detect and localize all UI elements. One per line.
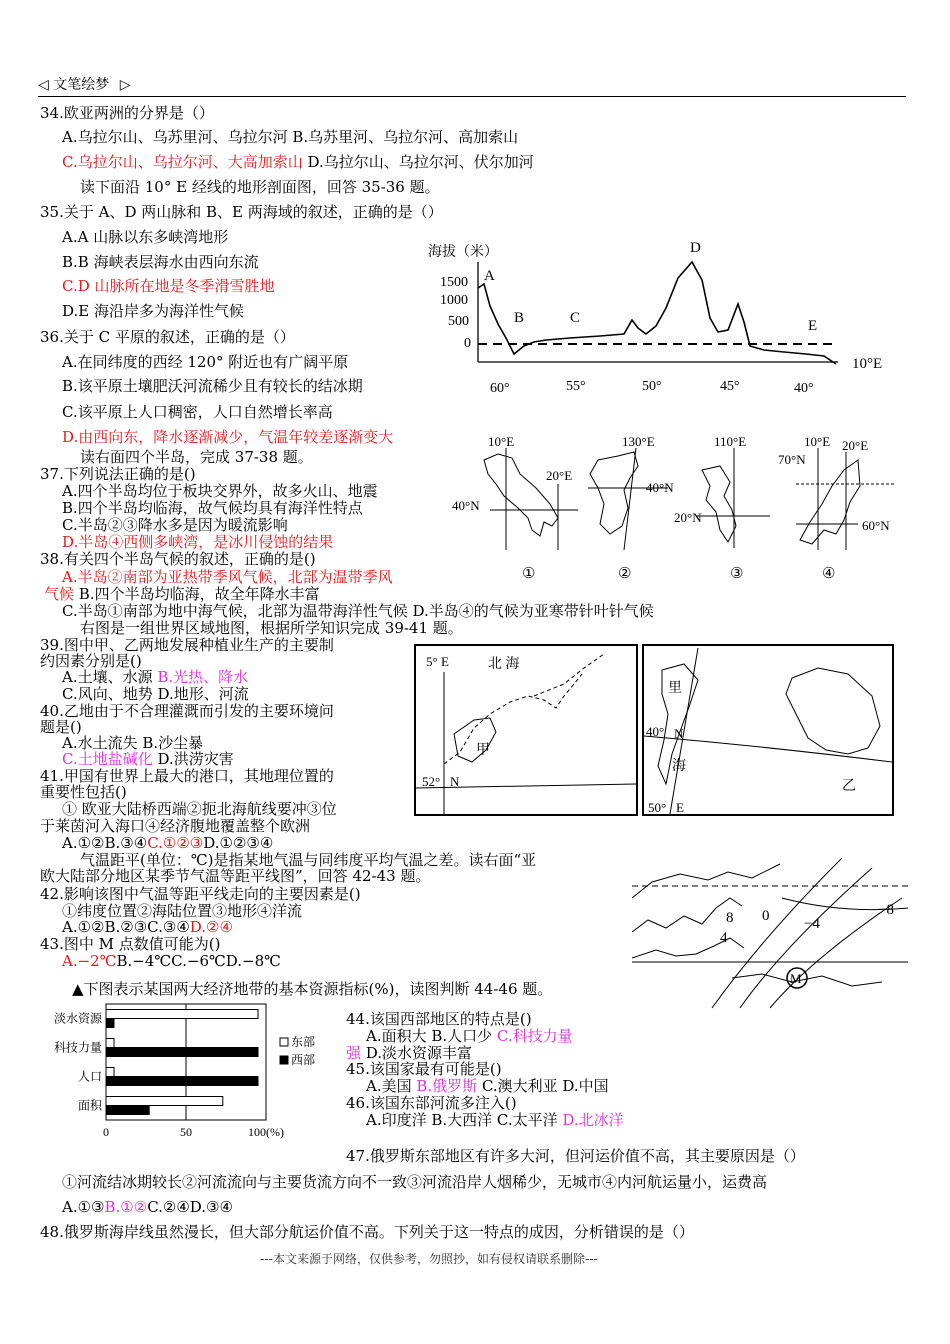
q39-answer: B.光热、降水: [157, 668, 249, 686]
bar-1-西部: [106, 1048, 258, 1057]
isotherm-intro-cont: 欧大陆部分地区某季节气温等距平线图”，回答 42-43 题。: [40, 867, 431, 885]
q36-answer: D.由西向东，降水逐渐减少，气温年较差逐渐变大: [62, 428, 394, 446]
q41-opt-d: D.①②③④: [203, 834, 274, 852]
q41-cont: 重要性包括(): [40, 783, 127, 801]
q45-opts: [366, 1077, 609, 1095]
q42-answer: D.②④: [189, 918, 233, 936]
terrain-profile-figure: [420, 236, 900, 400]
bar-2-西部: [106, 1077, 258, 1086]
q41-opt-ab: A.①②B.③④: [62, 834, 148, 852]
q47: 47.俄罗斯东部地区有许多大河，但河运价值不高，其主要原因是（）: [346, 1147, 805, 1165]
isotherm-label-8: 8: [726, 910, 734, 926]
profile-ytick-0: 0: [464, 336, 471, 351]
peninsula-4-lon-20e: 20°E: [842, 438, 869, 453]
chart-bars: [106, 1010, 258, 1115]
q45-opt-a: A.美国: [366, 1077, 417, 1095]
right-arrow-icon: ▷: [119, 77, 131, 93]
profile-label-d: D: [690, 240, 701, 256]
isotherm-intro: 气温距平(单位：℃)是指某地气温与同纬度平均气温之差。读右面“亚: [80, 851, 537, 869]
isotherm-point-m: M: [790, 971, 802, 986]
region-map-jia-parallel: [416, 784, 636, 788]
peninsula-3-lon-110e: 110°E: [714, 434, 747, 449]
x-tick-1: 50: [180, 1125, 192, 1139]
isotherm-line-4: [740, 868, 872, 1008]
q38-answer: A.半岛②南部为亚热带季风气候，北部为温带季风: [62, 568, 393, 586]
q40-opt-d: D.洪涝灾害: [152, 750, 234, 768]
q47-opt-cd: C.②④D.③④: [147, 1198, 233, 1216]
q41-items-cont: 于莱茵河入海口④经济腹地覆盖整个欧洲: [40, 817, 311, 835]
peninsula-1-map: [452, 434, 578, 582]
peninsula-3-coast: [702, 466, 736, 542]
q41-answer: C.①②③: [147, 834, 204, 852]
peninsula-1-lon-10e: 10°E: [488, 434, 515, 449]
peninsula-3-number: ③: [730, 566, 744, 582]
brand-name: 文笔绘梦: [53, 77, 110, 93]
q46: 46.该国东部河流多注入(): [346, 1094, 517, 1112]
region-map-jia-frame: [415, 645, 637, 815]
peninsula-1-coast: [484, 454, 558, 536]
q36-opt-a: A.在同纬度的西经 120° 附近也有广阔平原: [62, 353, 349, 371]
peninsula-1-lat-40n: 40°N: [452, 498, 480, 513]
region-map-yi-lake: [786, 668, 880, 754]
q43-answer: A.−2℃: [62, 952, 117, 970]
profile-label-b: B: [514, 310, 525, 326]
legend-swatch-1: [280, 1056, 288, 1064]
bar-0-东部: [106, 1010, 258, 1019]
region-map-jia-sea: 北 海: [488, 657, 520, 672]
legend-swatch-0: [280, 1038, 288, 1046]
left-arrow-icon: ◁: [38, 77, 49, 93]
q44-opt-d: D.淡水资源丰富: [361, 1044, 473, 1062]
q39-opt-a: A.土壤、水源: [62, 668, 158, 686]
q34-opt-cd: [62, 153, 534, 171]
q42-items: ①纬度位置②海陆位置③地形④洋流: [62, 902, 303, 920]
profile-xtick-40: 40°: [794, 381, 814, 396]
bar-3-东部: [106, 1097, 223, 1106]
header-brand: [38, 74, 130, 94]
region-map-yi-label: 乙: [842, 779, 856, 794]
region-map-yi-lon: 50°: [648, 800, 667, 815]
chart-legend: [280, 1035, 315, 1067]
peninsula-4-number: ④: [822, 566, 836, 582]
peninsula-2-map: [588, 434, 674, 582]
q42-opts: [62, 918, 233, 936]
profile-xtick-60: 60°: [490, 381, 510, 396]
q44: 44.该国西部地区的特点是(): [346, 1010, 532, 1028]
q45-opt-cd: C.澳大利亚 D.中国: [477, 1077, 609, 1095]
q40: 40.乙地由于不合理灌溉而引发的主要环境问: [40, 702, 334, 720]
q35-answer: C.D 山脉所在地是冬季滑雪胜地: [62, 277, 275, 295]
chart-category-labels: [54, 1011, 103, 1113]
q46-opts: [366, 1111, 624, 1129]
isotherm-line-8: [712, 858, 842, 1008]
region-map-yi-li: 里: [668, 681, 682, 696]
q37: 37.下列说法正确的是(): [40, 465, 196, 483]
region-map-jia-lat: 52°: [422, 774, 441, 789]
region-map-jia-lon: 5° E: [426, 654, 449, 669]
region-map-yi-e: E: [676, 800, 684, 815]
q38-opt-b: [44, 585, 320, 603]
peninsula-4-lat-70n: 70°N: [778, 452, 806, 467]
q44-opts: [366, 1027, 573, 1045]
q37-opt-c: C.半岛②③降水多是因为暖流影响: [62, 516, 288, 534]
q35-opt-d: D.E 海沿岸多为海洋性气候: [62, 302, 244, 320]
peninsula-maps-figure: [448, 430, 904, 586]
isotherm-label-minus4: −4: [804, 916, 820, 932]
q47-opt-a: A.①③: [62, 1198, 105, 1216]
peninsula-4-map: [778, 434, 894, 582]
q46-opt-abc: A.印度洋 B.大西洋 C.太平洋: [366, 1111, 563, 1129]
q39-opt-cd: C.风向、地势 D.地形、河流: [62, 685, 249, 703]
profile-label-c: C: [570, 310, 581, 326]
isotherm-label-minus8: −8: [878, 902, 894, 918]
q43-opt-bcd: B.−4℃C.−6℃D.−8℃: [116, 952, 281, 970]
peninsula-4-lat-60n: 60°N: [862, 518, 890, 533]
profile-ylabel: 海拔（米）: [428, 245, 498, 260]
q41: 41.甲国有世界上最大的港口，其地理位置的: [40, 767, 334, 785]
q42-opt-abc: A.①②B.②③C.③④: [62, 918, 190, 936]
bar-3-西部: [106, 1106, 149, 1115]
q46-answer: D.北冰洋: [562, 1111, 624, 1129]
region-map-yi: [642, 644, 894, 816]
region-map-jia: [414, 644, 638, 816]
q40-cont: 题是(): [40, 718, 82, 736]
profile-intro: 读下面沿 10° E 经线的地形剖面图，回答 35-36 题。: [80, 178, 440, 196]
profile-label-e: E: [808, 318, 818, 334]
q41-items: ① 欧亚大陆桥西端②扼北海航线要冲③位: [62, 800, 337, 818]
region-map-jia-label: 甲: [476, 743, 490, 758]
q39: 39.图中甲、乙两地发展种植业生产的主要制: [40, 636, 334, 654]
q43: 43.图中 M 点数值可能为(): [40, 935, 221, 953]
region-map-yi-n: N: [674, 726, 684, 741]
q41-opts: [62, 834, 273, 852]
isotherm-label-4: 4: [720, 930, 728, 946]
legend-label-0: 东部: [291, 1035, 316, 1049]
x-tick-2: 100(%): [248, 1125, 284, 1139]
q40-opt-cd: [62, 750, 234, 768]
category-label-2: 人口: [77, 1069, 102, 1084]
bar-1-东部: [106, 1039, 114, 1048]
q47-answer: B.①②: [104, 1198, 148, 1216]
profile-ytick-1500: 1500: [440, 275, 468, 290]
isotherm-map-figure: [632, 858, 908, 1018]
q36-opt-b: B.该平原土壤肥沃河流稀少且有较长的结冰期: [62, 377, 363, 395]
isotherm-label-0: 0: [762, 908, 770, 924]
category-label-0: 淡水资源: [53, 1011, 102, 1026]
q34-answer: C.乌拉尔山、乌拉尔河、大高加索山: [62, 153, 303, 171]
region-map-yi-hai: 海: [672, 759, 686, 774]
profile-ytick-1000: 1000: [440, 293, 468, 308]
q35: 35.关于 A、D 两山脉和 B、E 两海域的叙述，正确的是（）: [40, 203, 443, 221]
category-label-3: 面积: [77, 1098, 102, 1113]
q38-opt-cd: C.半岛①南部为地中海气候，北部为温带海洋性气候 D.半岛④的气候为亚寒带针叶针气候: [62, 602, 654, 620]
q36-opt-c: C.该平原上人口稠密，人口自然增长率高: [62, 403, 333, 421]
q38-opt-b-text: B.四个半岛均临海，故全年降水丰富: [74, 585, 320, 603]
region-map-yi-lat: 40°: [646, 724, 665, 739]
q47-items: ①河流结冰期较长②河流流向与主要货流方向不一致③河流沿岸人烟稀少，无城市④内河航运量小，运费高: [62, 1173, 768, 1191]
q44-answer: C.科技力量: [496, 1027, 573, 1045]
peninsula-2-lon-130e: 130°E: [622, 434, 655, 449]
peninsula-4-coast: [800, 460, 860, 544]
q45-answer: B.俄罗斯: [416, 1077, 478, 1095]
q37-answer: D.半岛④西侧多峡湾，是冰川侵蚀的结果: [62, 533, 334, 551]
q35-opt-a: A.A 山脉以东多峡湾地形: [62, 228, 229, 246]
q48: 48.俄罗斯海岸线虽然漫长，但大部分航运价值不高。下列关于这一特点的成因，分析错误的是（）: [40, 1223, 694, 1241]
q44-opt-ab: A.面积大 B.人口少: [366, 1027, 497, 1045]
q44-answer-cont: 强: [346, 1044, 362, 1062]
profile-xtick-55: 55°: [566, 379, 586, 394]
profile-terrain-line: [478, 262, 836, 364]
q34-opt-d: D.乌拉尔山、乌拉尔河、伏尔加河: [302, 153, 534, 171]
legend-label-1: 西部: [291, 1053, 316, 1067]
q43-opts: [62, 952, 281, 970]
q38-answer-cont: 气候: [44, 585, 75, 603]
profile-xtick-50: 50°: [642, 379, 662, 394]
q45: 45.该国家最有可能是(): [346, 1060, 502, 1078]
bar-0-西部: [106, 1019, 114, 1028]
q34: 34.欧亚两洲的分界是（）: [40, 104, 214, 122]
region-map-jia-n: N: [450, 774, 460, 789]
chart-intro: ▲下图表示某国两大经济地带的基本资源指标(%)，读图判断 44-46 题。: [72, 980, 553, 998]
footer-note: ---本文来源于网络，仅供参考，勿照抄，如有侵权请联系删除---: [260, 1252, 598, 1266]
q47-opts: [62, 1198, 233, 1216]
peninsula-3-map: [674, 434, 770, 582]
header-rule: [38, 96, 906, 97]
profile-ytick-500: 500: [448, 314, 469, 329]
q37-opt-a: A.四个半岛均位于板块交界外，故多火山、地震: [62, 482, 378, 500]
profile-label-a: A: [484, 268, 495, 284]
q36: 36.关于 C 平原的叙述，正确的是（）: [40, 328, 295, 346]
peninsula-intro: 读右面四个半岛，完成 37-38 题。: [80, 448, 313, 466]
q35-opt-b: B.B 海峡表层海水由西向东流: [62, 253, 259, 271]
bar-2-东部: [106, 1068, 114, 1077]
q34-opt-ab: A.乌拉尔山、乌苏里河、乌拉尔河 B.乌苏里河、乌拉尔河、高加索山: [62, 128, 519, 146]
region-map-jia-border: [444, 654, 604, 764]
region-intro: 右图是一组世界区域地图，根据所学知识完成 39-41 题。: [80, 619, 463, 637]
q39-cont: 约因素分别是(): [40, 652, 142, 670]
q42: 42.影响该图中气温等距平线走向的主要因素是(): [40, 885, 361, 903]
q38: 38.有关四个半岛气候的叙述，正确的是(): [40, 550, 316, 568]
peninsula-3-lat-20n: 20°N: [674, 510, 702, 525]
q37-opt-b: B.四个半岛均临海，故气候均具有海洋性特点: [62, 499, 363, 517]
q40-opt-ab: A.水土流失 B.沙尘暴: [62, 734, 204, 752]
q39-opt-ab: [62, 668, 248, 686]
peninsula-1-number: ①: [522, 566, 536, 582]
peninsula-2-number: ②: [618, 566, 632, 582]
profile-xtick-45: 45°: [720, 379, 740, 394]
x-tick-0: 0: [103, 1125, 109, 1139]
peninsula-2-lat-40n: 40°N: [646, 480, 674, 495]
profile-meridian: 10°E: [852, 356, 883, 372]
isotherm-map-coast: [632, 864, 882, 986]
category-label-1: 科技力量: [53, 1040, 102, 1055]
q40-answer: C.土地盐碱化: [62, 750, 153, 768]
chart-tick-labels: [103, 1125, 284, 1139]
resource-bar-chart: [44, 1002, 344, 1144]
peninsula-1-lon-20e: 20°E: [546, 468, 573, 483]
peninsula-4-lon-10e: 10°E: [804, 434, 831, 449]
